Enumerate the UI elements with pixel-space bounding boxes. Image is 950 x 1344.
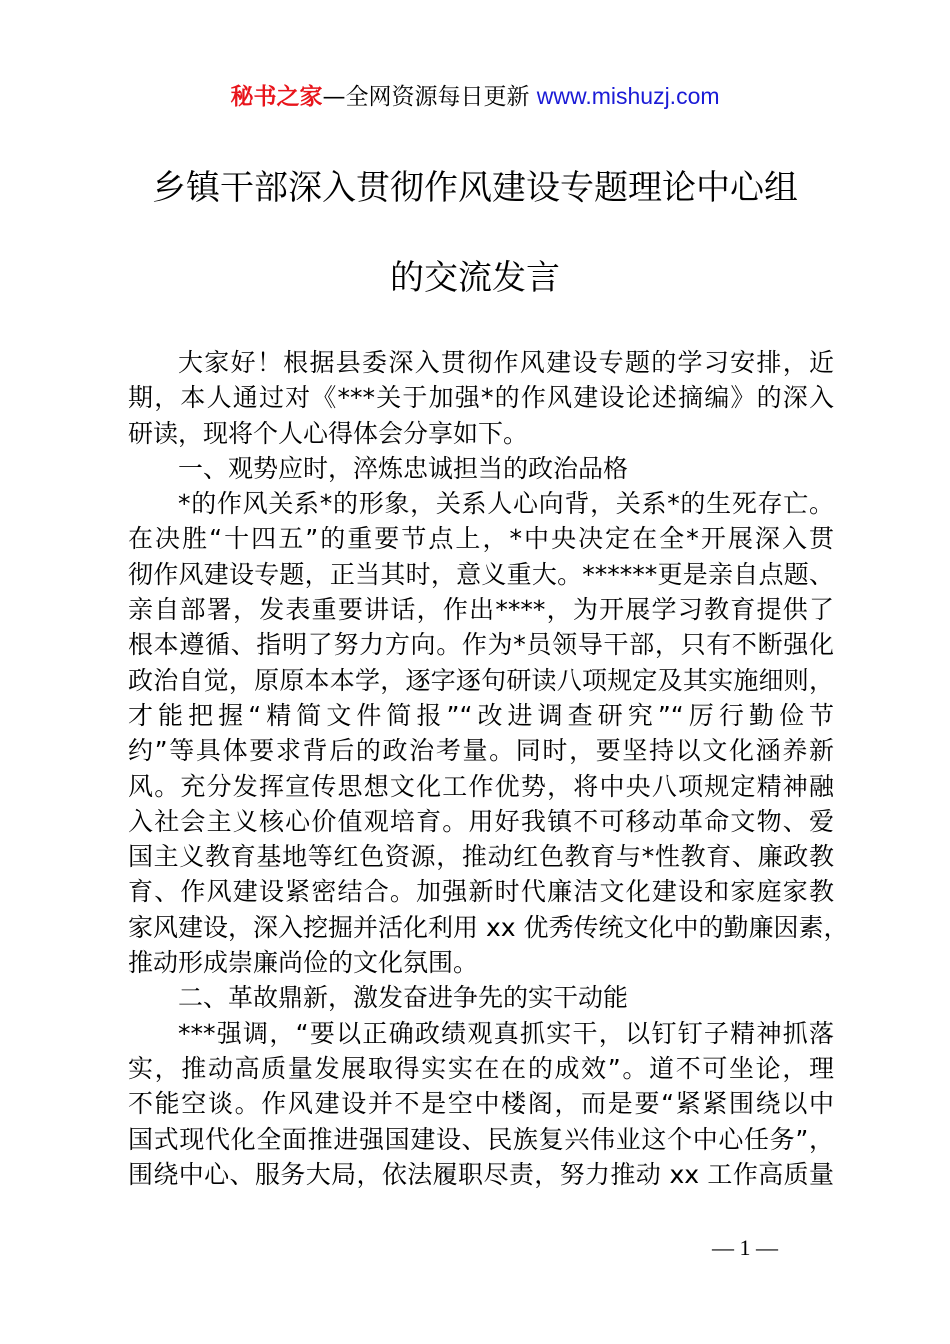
- body-line: 根本遵循、指明了努力方向。作为*员领导干部，只有不断强化: [128, 630, 834, 660]
- body-line: 政治自觉，原原本本学，逐字逐句研读八项规定及其实施细则，: [128, 665, 834, 695]
- section-heading: 一、观势应时，淬炼忠诚担当的政治品格: [178, 453, 629, 483]
- document-title-line-1: 乡镇干部深入贯彻作风建设专题理论中心组: [152, 168, 798, 208]
- document-body: [128, 345, 849, 1192]
- site-tagline: —全网资源每日更新: [322, 84, 530, 110]
- body-line: 入社会主义核心价值观培育。用好我镇不可移动革命文物、爱: [128, 806, 834, 836]
- body-line: 研读，现将个人心得体会分享如下。: [128, 418, 529, 448]
- page-number: — 1 —: [712, 1235, 778, 1260]
- site-brand: 秘书之家: [230, 84, 323, 110]
- body-line: 围绕中心、服务大局，依法履职尽责，努力推动 xx 工作高质量: [128, 1159, 834, 1189]
- body-line: 不能空谈。作风建设并不是空中楼阁，而是要“紧紧围绕以中: [128, 1089, 834, 1119]
- body-line: 期，本人通过对《***关于加强*的作风建设论述摘编》的深入: [128, 383, 834, 413]
- body-line: 彻作风建设专题，正当其时，意义重大。******更是亲自点题、: [128, 559, 834, 589]
- body-line: *的作风关系*的形象，关系人心向背，关系*的生死存亡。: [178, 489, 834, 519]
- section-heading: 二、革故鼎新，激发奋进争先的实干动能: [178, 983, 629, 1013]
- body-line: 国式现代化全面推进强国建设、民族复兴伟业这个中心任务”，: [128, 1124, 834, 1154]
- body-line: 才能把握“精简文件简报”“改进调查研究”“厉行勤俭节: [128, 700, 834, 730]
- body-line: 国主义教育基地等红色资源，推动红色教育与*性教育、廉政教: [128, 842, 834, 872]
- body-line: 在决胜“十四五”的重要节点上，*中央决定在全*开展深入贯: [128, 524, 834, 554]
- body-line: 推动形成崇廉尚俭的文化氛围。: [128, 948, 479, 978]
- body-line: 家风建设，深入挖掘并活化利用 xx 优秀传统文化中的勤廉因素，: [128, 912, 849, 942]
- site-url-link[interactable]: www.mishuzj.com: [536, 83, 720, 109]
- body-line: ***强调，“要以正确政绩观真抓实干，以钉钉子精神抓落: [178, 1018, 834, 1048]
- document-title-line-2: 的交流发言: [390, 258, 560, 298]
- body-line: 大家好！根据县委深入贯彻作风建设专题的学习安排，近: [178, 348, 834, 377]
- site-header: [0, 80, 950, 113]
- body-line: 约”等具体要求背后的政治考量。同时，要坚持以文化涵养新: [128, 736, 834, 766]
- body-line: 实，推动高质量发展取得实实在在的成效”。道不可坐论，理: [128, 1053, 834, 1083]
- body-line: 风。充分发挥宣传思想文化工作优势，将中央八项规定精神融: [128, 771, 834, 801]
- body-line: 育、作风建设紧密结合。加强新时代廉洁文化建设和家庭家教: [128, 877, 834, 907]
- body-line: 亲自部署，发表重要讲话，作出****，为开展学习教育提供了: [128, 595, 834, 625]
